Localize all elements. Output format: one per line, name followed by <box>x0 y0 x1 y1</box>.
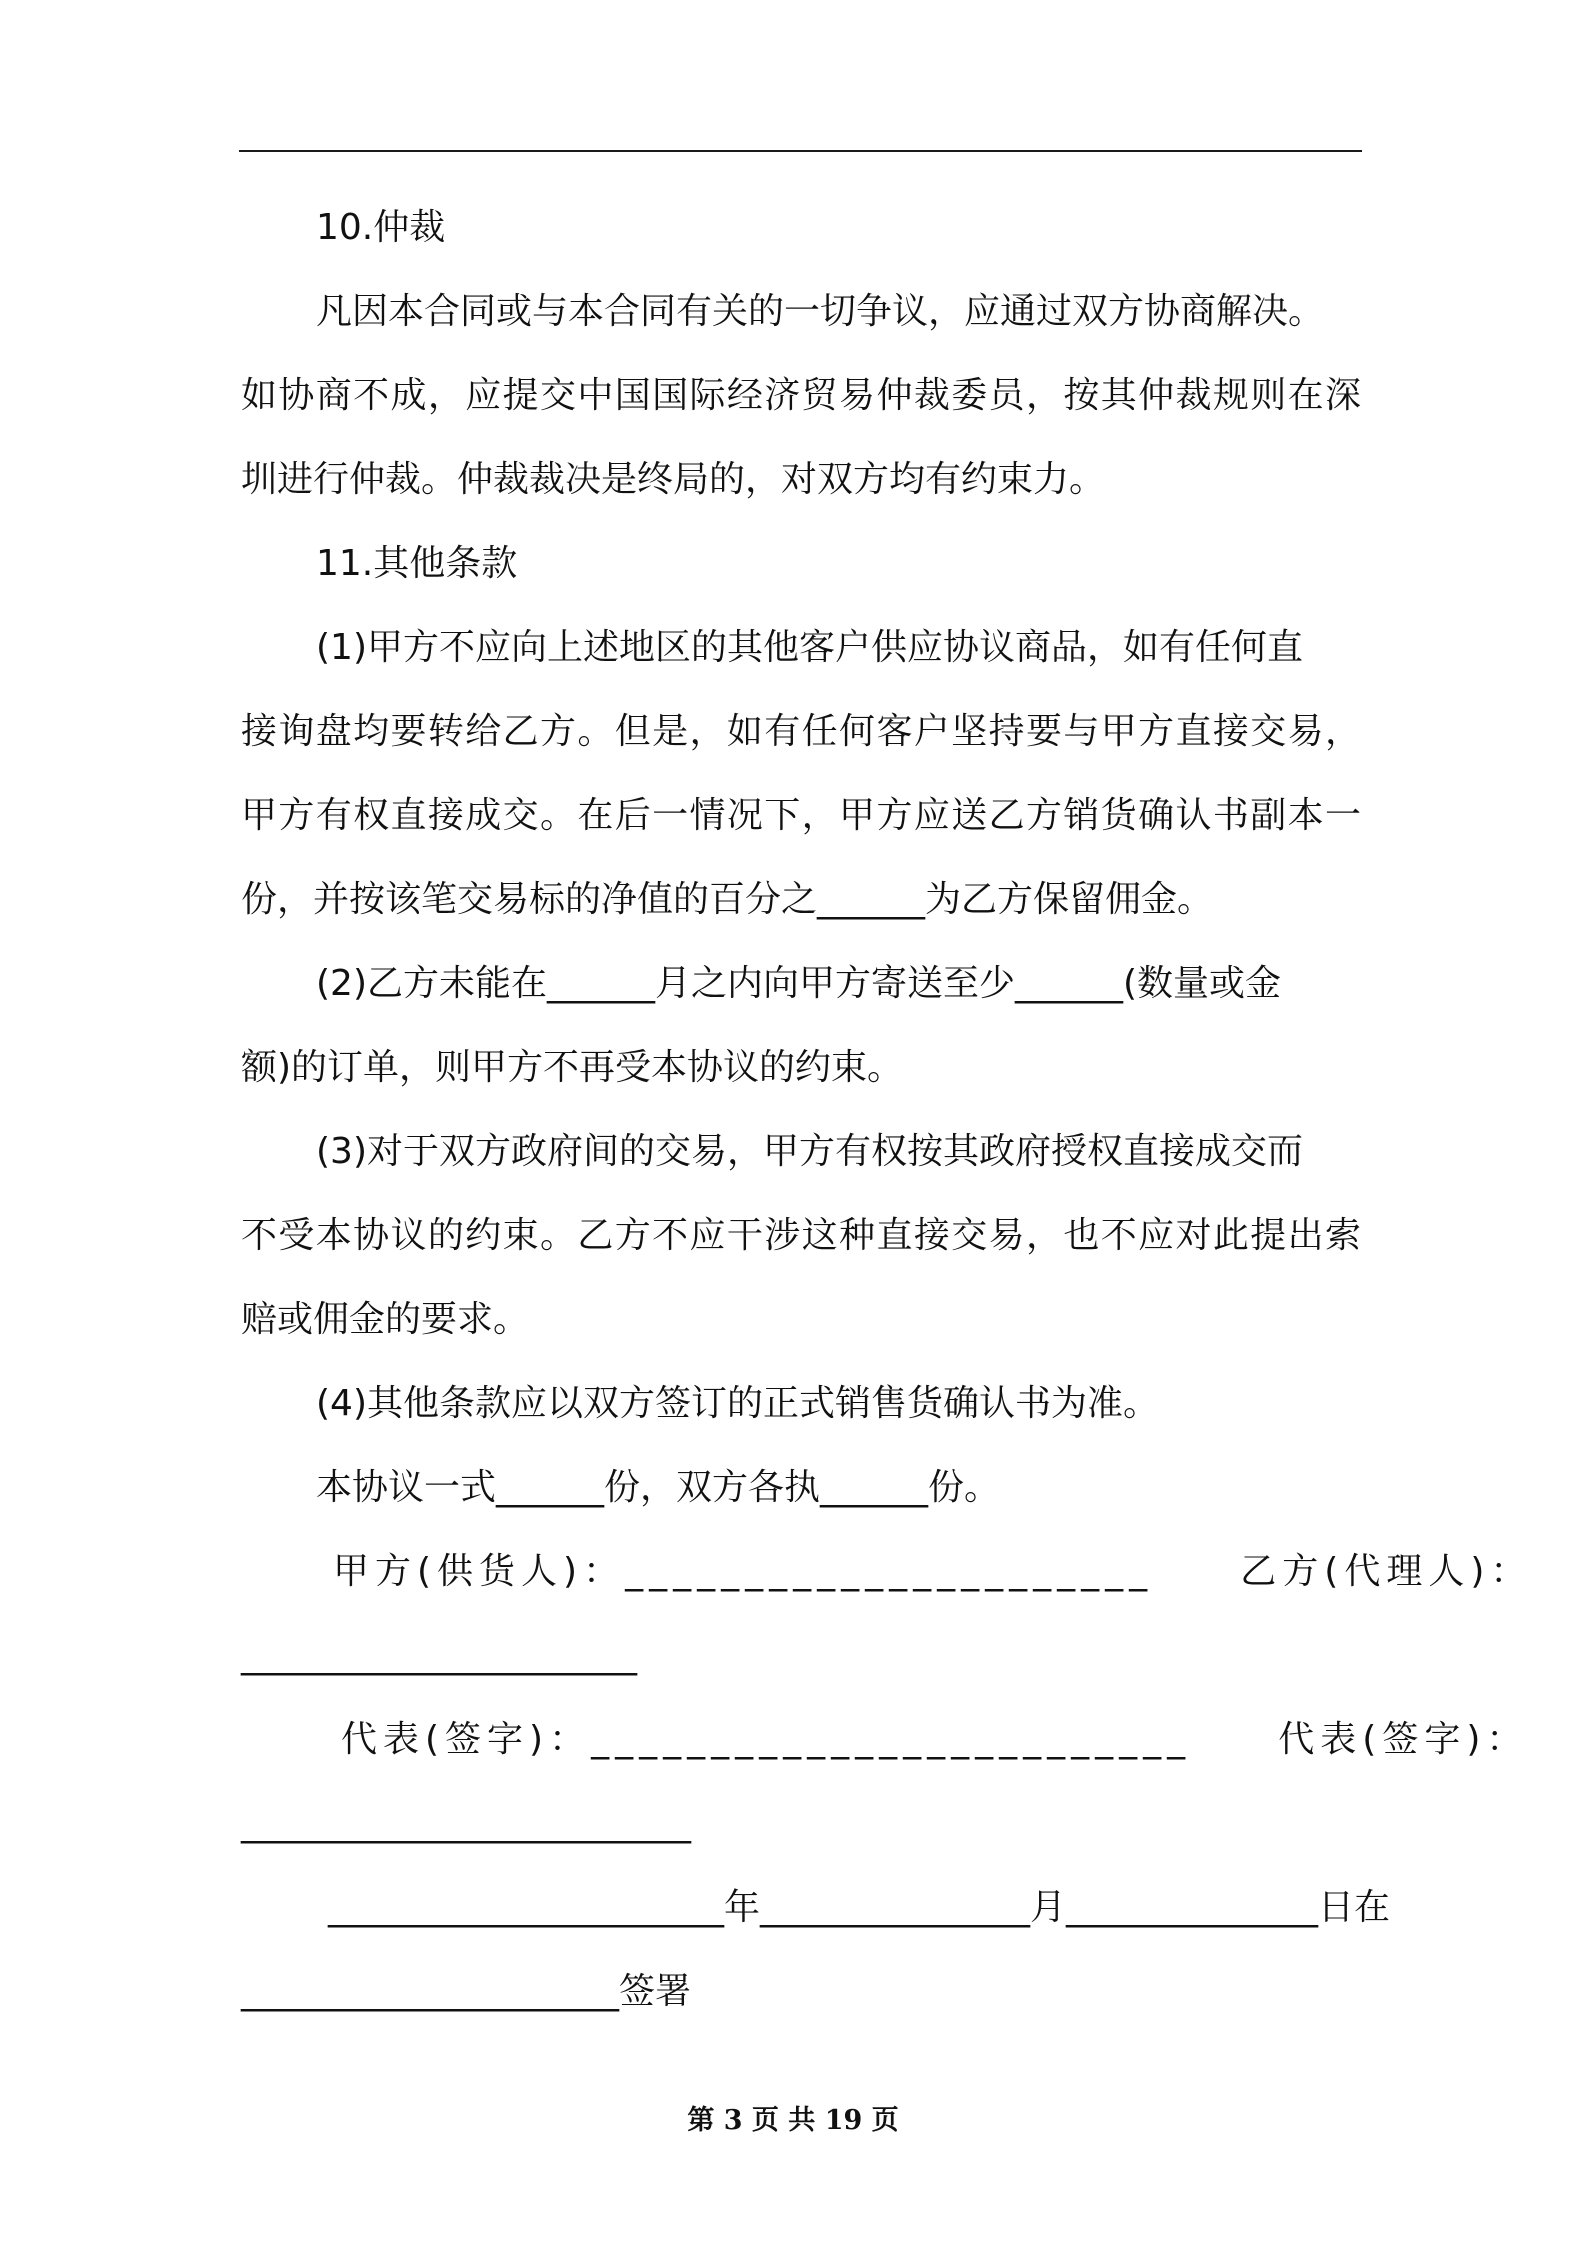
section-10-line-2: 如协商不成，应提交中国国际经济贸易仲裁委员，按其仲裁规则在深 <box>241 375 1361 416</box>
section-10-line-1: 凡因本合同或与本合同有关的一切争议，应通过双方协商解决。 <box>316 291 1325 332</box>
signing-place-line: _____________________签署 <box>241 1971 692 2012</box>
clause-1-line-4: 份，并按该笔交易标的净值的百分之______为乙方保留佣金。 <box>241 879 1214 920</box>
party-b-signature-blank: ______________________ <box>241 1635 637 1676</box>
signing-date-line: ______________________年_______________月______________日在 <box>328 1887 1390 1928</box>
clause-1-line-2: 接询盘均要转给乙方。但是，如有任何客户坚持要与甲方直接交易， <box>241 711 1361 752</box>
clause-2-line-2: 额)的订单，则甲方不再受本协议的约束。 <box>241 1047 904 1088</box>
party-a-signature-line: 甲方(供货人)：______________________ 乙方(代理人)： <box>333 1551 1533 1592</box>
header-rule <box>239 150 1362 152</box>
clause-3-line-3: 赔或佣金的要求。 <box>241 1299 530 1340</box>
page-number: 第 3 页 共 19 页 <box>687 2105 899 2136</box>
clause-2-line-1: (2)乙方未能在______月之内向甲方寄送至少______(数量或金 <box>316 963 1282 1004</box>
clause-3-line-1: (3)对于双方政府间的交易，甲方有权按其政府授权直接成交而 <box>316 1131 1303 1172</box>
clause-1-line-1: (1)甲方不应向上述地区的其他客户供应协议商品，如有任何直 <box>316 627 1303 668</box>
section-11-heading: 11.其他条款 <box>316 543 518 584</box>
clause-3-line-2: 不受本协议的约束。乙方不应干涉这种直接交易，也不应对此提出索 <box>241 1215 1361 1256</box>
clause-4: (4)其他条款应以双方签订的正式销售货确认书为准。 <box>316 1383 1159 1424</box>
representative-signature-line: 代表(签字)：_________________________ 代表(签字)： <box>341 1719 1529 1760</box>
section-10-line-3: 圳进行仲裁。仲裁裁决是终局的，对双方均有约束力。 <box>241 459 1106 500</box>
representative-signature-blank: _________________________ <box>241 1803 691 1844</box>
section-10-heading: 10.仲裁 <box>316 207 446 248</box>
copies-line: 本协议一式______份，双方各执______份。 <box>316 1467 1001 1508</box>
clause-1-line-3: 甲方有权直接成交。在后一情况下，甲方应送乙方销货确认书副本一 <box>241 795 1361 836</box>
